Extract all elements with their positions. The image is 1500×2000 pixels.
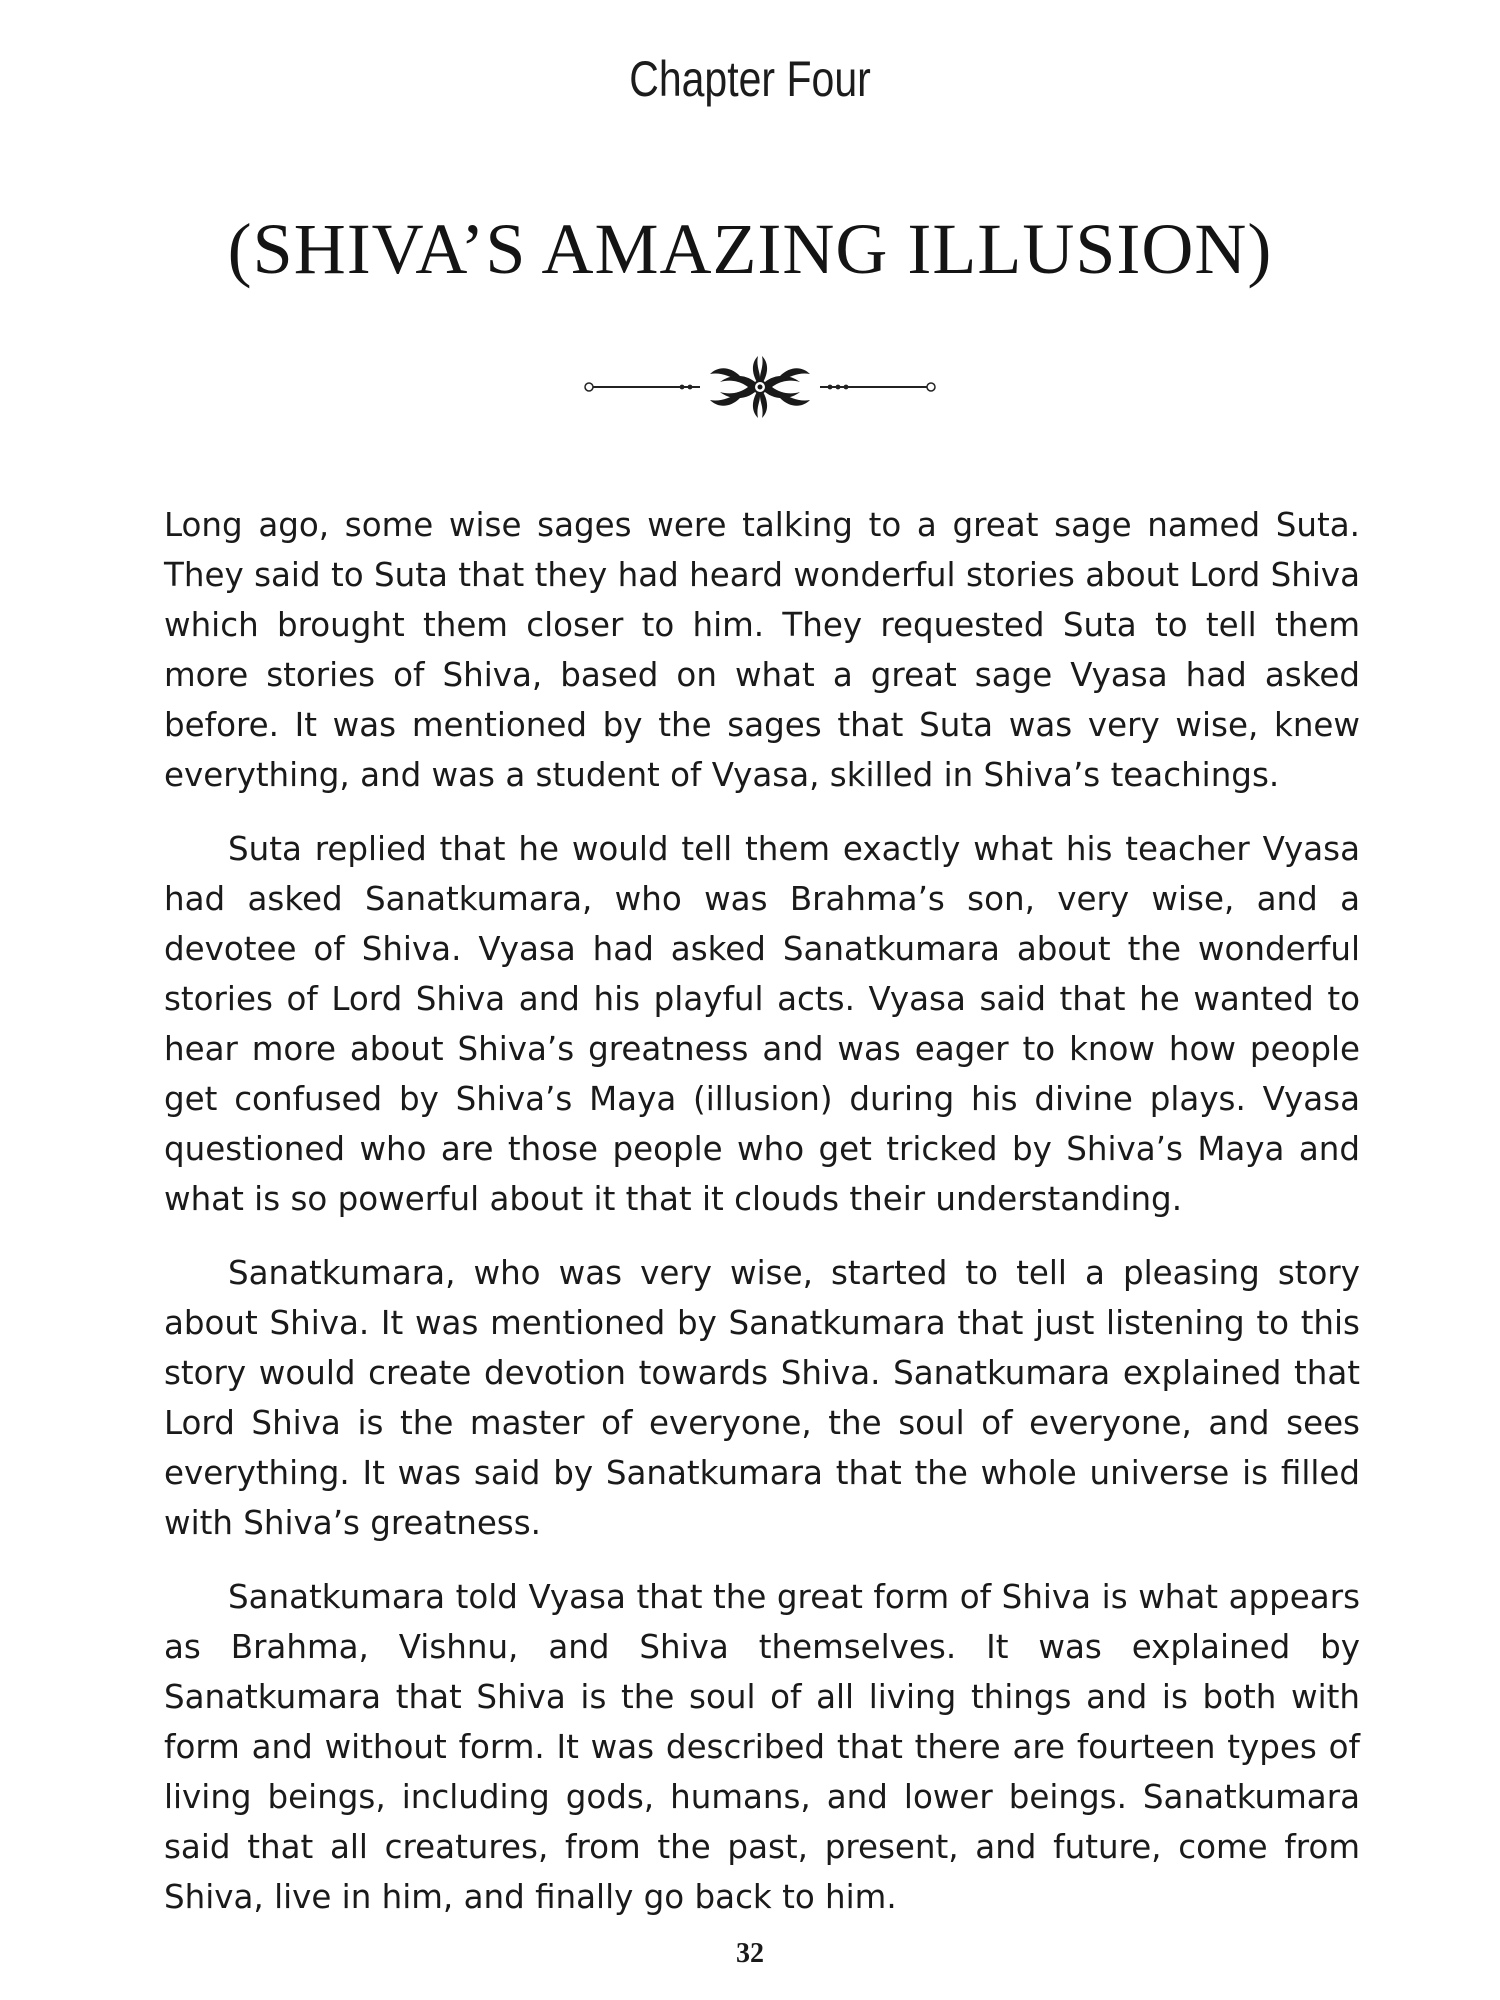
page-number: 32 (736, 1938, 764, 1969)
body-text (164, 500, 1360, 1946)
paragraph-1: Long ago, some wise sages were talking to a great sage named Suta. They said to Suta that they had heard wonderful stories about Lord Shiva which brought them closer to him. They requested Suta to tell them more stories of Shiva, based on what a great sage Vyasa had asked before. It was mentioned by the sages that Suta was very wise, knew everything, and was a student of Vyasa, skilled in Shiva’s teachings. (164, 506, 1360, 794)
paragraph-3: Sanatkumara, who was very wise, started to tell a pleasing story about Shiva. It was mentioned by Sanatkumara that just listening to this story would create devotion towards Shiva. Sanatkumara explained that Lord Shiva is the master of everyone, the soul of everyone, and sees everything. It was said by Sanatkumara that the whole universe is filled with Shiva’s greatness. (164, 1254, 1360, 1542)
paragraph-2: Suta replied that he would tell them exactly what his teacher Vyasa had asked Sanatkumara, who was Brahma’s son, very wise, and a devotee of Shiva. Vyasa had asked Sanatkumara about the wonderful stories of Lord Shiva and his playful acts. Vyasa said that he wanted to hear more about Shiva’s greatness and was eager to know how people get confused by Shiva’s Maya (illusion) during his divine plays. Vyasa questioned who are those people who get tricked by Shiva’s Maya and what is so powerful about it that it clouds their understanding. (164, 830, 1360, 1218)
floral-divider-icon (580, 352, 940, 422)
paragraph-4: Sanatkumara told Vyasa that the great form of Shiva is what appears as Brahma, Vishnu, and Shiva themselves. It was explained by Sanatkumara that Shiva is the soul of all living things and is both with form and without form. It was described that there are fourteen types of living beings, including gods, humans, and lower beings. Sanatkumara said that all creatures, from the past, present, and future, come from Shiva, live in him, and finally go back to him. (164, 1578, 1360, 1916)
chapter-label: Chapter Four (629, 51, 871, 107)
chapter-title: (SHIVA’S AMAZING ILLUSION) (227, 209, 1273, 289)
